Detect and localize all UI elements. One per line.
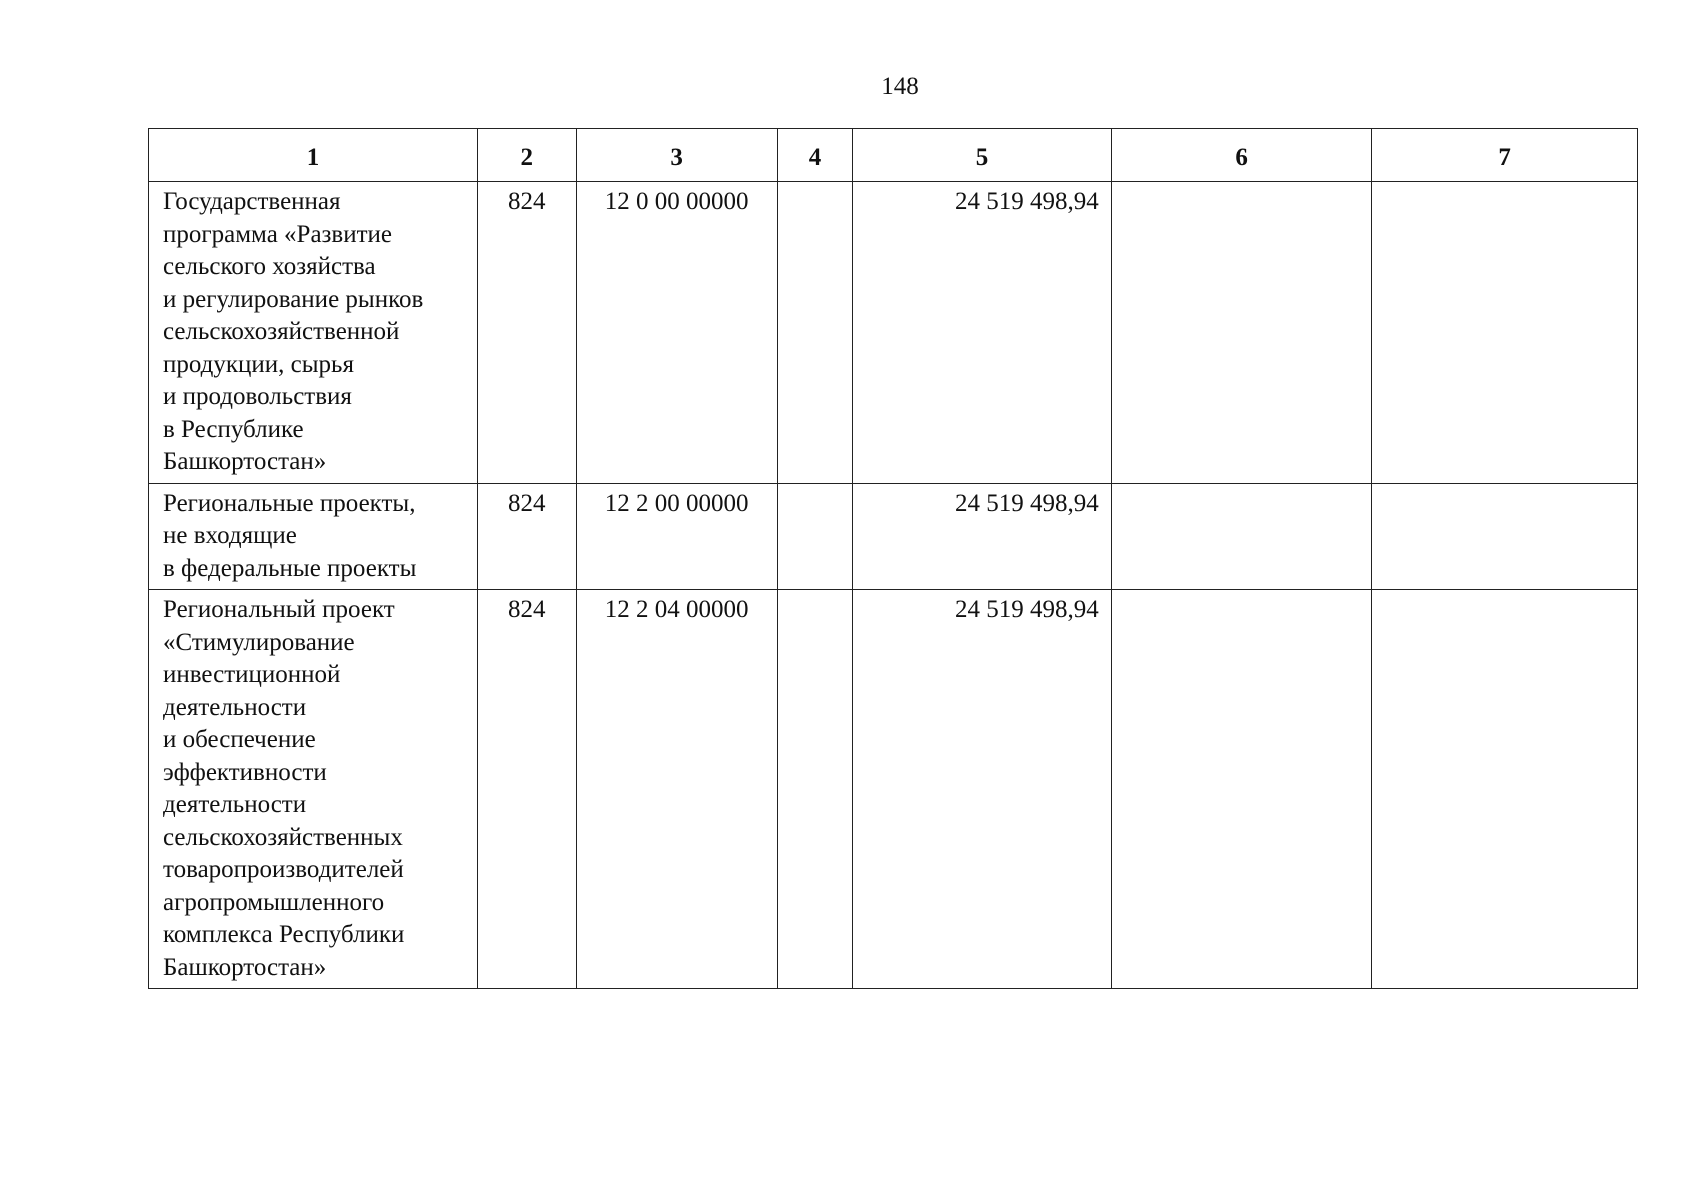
classification-code-cell: 12 0 00 00000: [576, 182, 777, 484]
name-line: Башкортостан»: [163, 953, 327, 981]
name-line: программа «Развитие: [163, 220, 393, 248]
amount-cell: 24 519 498,94: [853, 590, 1112, 989]
col7-cell: [1372, 182, 1638, 484]
name-line: в федеральные проекты: [163, 554, 417, 582]
classification-code-cell: 12 2 00 00000: [576, 483, 777, 590]
col4-cell: [777, 590, 852, 989]
table-row: [149, 182, 1638, 484]
name-line: и обеспечение: [163, 726, 316, 753]
header-col-2: 2: [477, 129, 576, 182]
name-line: эффективности: [163, 758, 327, 786]
name-line: и продовольствия: [163, 383, 352, 410]
budget-table: [148, 128, 1638, 989]
name-line: инвестиционной: [163, 661, 341, 688]
col6-cell: [1111, 182, 1372, 484]
name-line: Региональные проекты,: [163, 489, 416, 517]
name-line: продукции, сырья: [163, 350, 354, 378]
department-code-cell: 824: [477, 590, 576, 989]
col6-cell: [1111, 590, 1372, 989]
header-col-5: 5: [853, 129, 1112, 182]
col7-cell: [1372, 483, 1638, 590]
header-col-6: 6: [1111, 129, 1372, 182]
name-line: Башкортостан»: [163, 448, 327, 475]
table-row: [149, 483, 1638, 590]
name-line: не входящие: [163, 522, 297, 549]
classification-code-cell: 12 2 04 00000: [576, 590, 777, 989]
name-line: Государственная: [163, 188, 341, 215]
department-code-cell: 824: [477, 182, 576, 484]
name-line: деятельности: [163, 693, 307, 721]
header-col-3: 3: [576, 129, 777, 182]
department-code-cell: 824: [477, 483, 576, 590]
name-line: товаропроизводителей: [163, 856, 404, 883]
name-line: комплекса Республики: [163, 921, 405, 948]
header-col-7: 7: [1372, 129, 1638, 182]
col6-cell: [1111, 483, 1372, 590]
name-line: в Республике: [163, 415, 304, 443]
name-line: сельскохозяйственных: [163, 823, 403, 851]
name-line: сельскохозяйственной: [163, 318, 400, 345]
table-row: [149, 590, 1638, 989]
col7-cell: [1372, 590, 1638, 989]
amount-cell: 24 519 498,94: [853, 182, 1112, 484]
col4-cell: [777, 483, 852, 590]
program-name-cell: [149, 182, 478, 484]
name-line: сельского хозяйства: [163, 253, 376, 280]
header-col-4: 4: [777, 129, 852, 182]
program-name-cell: [149, 483, 478, 590]
name-line: деятельности: [163, 791, 307, 818]
name-line: Региональный проект: [163, 596, 395, 623]
page-number: 148: [881, 73, 919, 100]
name-line: «Стимулирование: [163, 628, 355, 656]
header-col-1: 1: [149, 129, 478, 182]
col4-cell: [777, 182, 852, 484]
program-name-cell: [149, 590, 478, 989]
name-line: агропромышленного: [163, 888, 385, 916]
header-row: [149, 129, 1638, 182]
name-line: и регулирование рынков: [163, 285, 424, 313]
amount-cell: 24 519 498,94: [853, 483, 1112, 590]
